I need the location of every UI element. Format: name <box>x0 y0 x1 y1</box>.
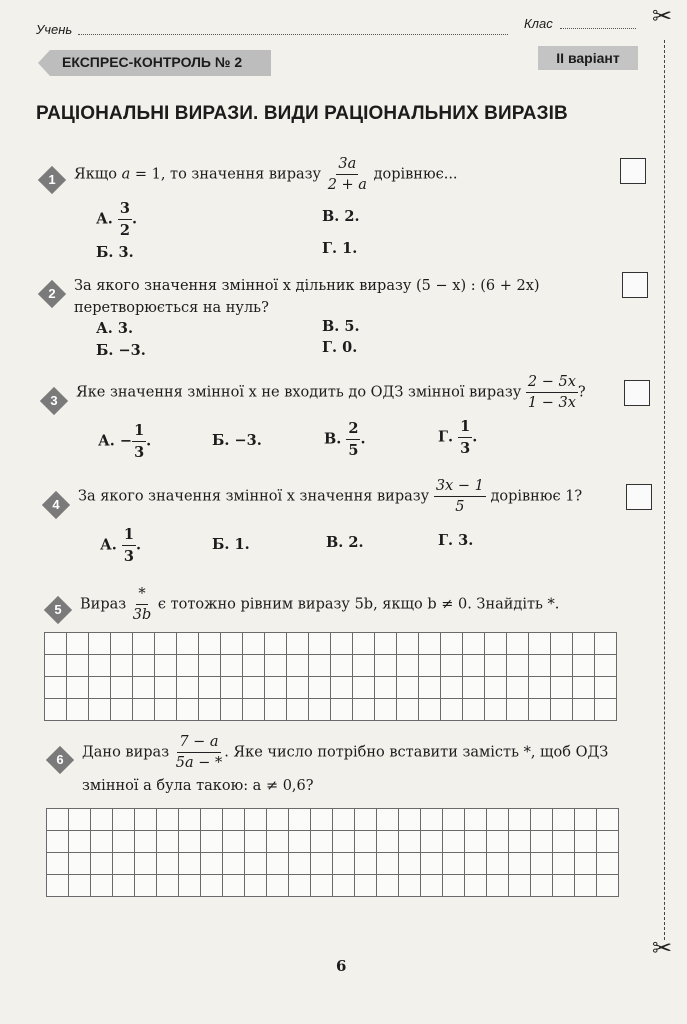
question-number: 3 <box>50 393 58 408</box>
banner-label: ЕКСПРЕС-КОНТРОЛЬ № 2 <box>62 54 243 70</box>
answer-option-g[interactable]: Г. 3. <box>438 532 474 549</box>
cut-line <box>664 40 665 940</box>
page-number: 6 <box>336 957 347 975</box>
answer-option-v[interactable]: В. 2. <box>326 534 364 551</box>
answer-option-v[interactable]: В. 2. <box>322 208 360 225</box>
question-5-text: Вираз $\frac{*}{3b}$ є тотожно рівним виразу 5b, якщо b ≠ 0. Знайдіть *. <box>80 586 560 623</box>
answer-option-g[interactable]: Г. 1. <box>322 240 358 257</box>
answer-option-a[interactable]: А. $\frac{1}{3}$ . <box>100 526 142 565</box>
answer-box[interactable] <box>626 484 652 510</box>
variant-badge: II варіант <box>538 46 638 70</box>
answer-option-b[interactable]: Б. −3. <box>96 342 146 359</box>
question-number: 4 <box>52 497 60 512</box>
answer-box[interactable] <box>620 158 646 184</box>
question-number: 1 <box>48 172 56 187</box>
question-2-line-1: За якого значення змінної x дільник виразу (5 − x) : (6 + 2x) <box>74 278 540 294</box>
answer-option-b[interactable]: Б. −3. <box>212 432 262 449</box>
answer-option-a[interactable]: А. 3. <box>96 320 134 337</box>
class-label: Клас <box>524 16 553 31</box>
question-number: 5 <box>54 602 62 617</box>
answer-box[interactable] <box>622 272 648 298</box>
scissors-icon: ✂ <box>652 2 673 30</box>
question-2-line-2: перетворюється на нуль? <box>74 300 269 316</box>
answer-option-g[interactable]: Г. $\frac{1}{3}$ . <box>438 418 478 457</box>
question-number: 6 <box>56 752 64 767</box>
answer-box[interactable] <box>624 380 650 406</box>
question-number: 2 <box>48 286 56 301</box>
answer-option-b[interactable]: Б. 3. <box>96 244 134 261</box>
answer-option-a[interactable]: А. $\frac{3}{2}$ . <box>96 200 138 239</box>
scissors-icon: ✂ <box>652 934 673 962</box>
answer-option-a[interactable]: А. − $\frac{1}{3}$ . <box>98 422 152 461</box>
answer-option-g[interactable]: Г. 0. <box>322 339 358 356</box>
student-label: Учень <box>36 22 73 37</box>
question-4-text: За якого значення змінної x значення виразу $\frac{3x - 1}{5}$ дорівнює 1? <box>78 478 583 515</box>
student-name-line[interactable] <box>78 34 508 35</box>
answer-grid[interactable] <box>46 808 619 897</box>
class-line[interactable] <box>560 28 636 29</box>
answer-option-v[interactable]: В. 5. <box>322 318 360 335</box>
question-1-text: Якщо a = 1, то значення виразу $\frac{3a}{2 + a}$ дорівнює... <box>74 156 458 193</box>
question-3-text: Яке значення змінної x не входить до ОДЗ змінної виразу $\frac{2 - 5x}{1 - 3x}$ ? <box>76 374 586 411</box>
question-6-line-2: змінної a була такою: a ≠ 0,6? <box>82 778 314 794</box>
question-6-text: Дано вираз $\frac{7 - a}{5a - *}$ . Яке число потрібно вставити замість *, щоб ОДЗ <box>82 734 609 771</box>
page-title: РАЦІОНАЛЬНІ ВИРАЗИ. ВИДИ РАЦІОНАЛЬНИХ ВИРАЗІВ <box>36 103 568 124</box>
answer-option-v[interactable]: В. $\frac{2}{5}$ . <box>324 420 366 459</box>
answer-grid[interactable] <box>44 632 617 721</box>
answer-option-b[interactable]: Б. 1. <box>212 536 250 553</box>
